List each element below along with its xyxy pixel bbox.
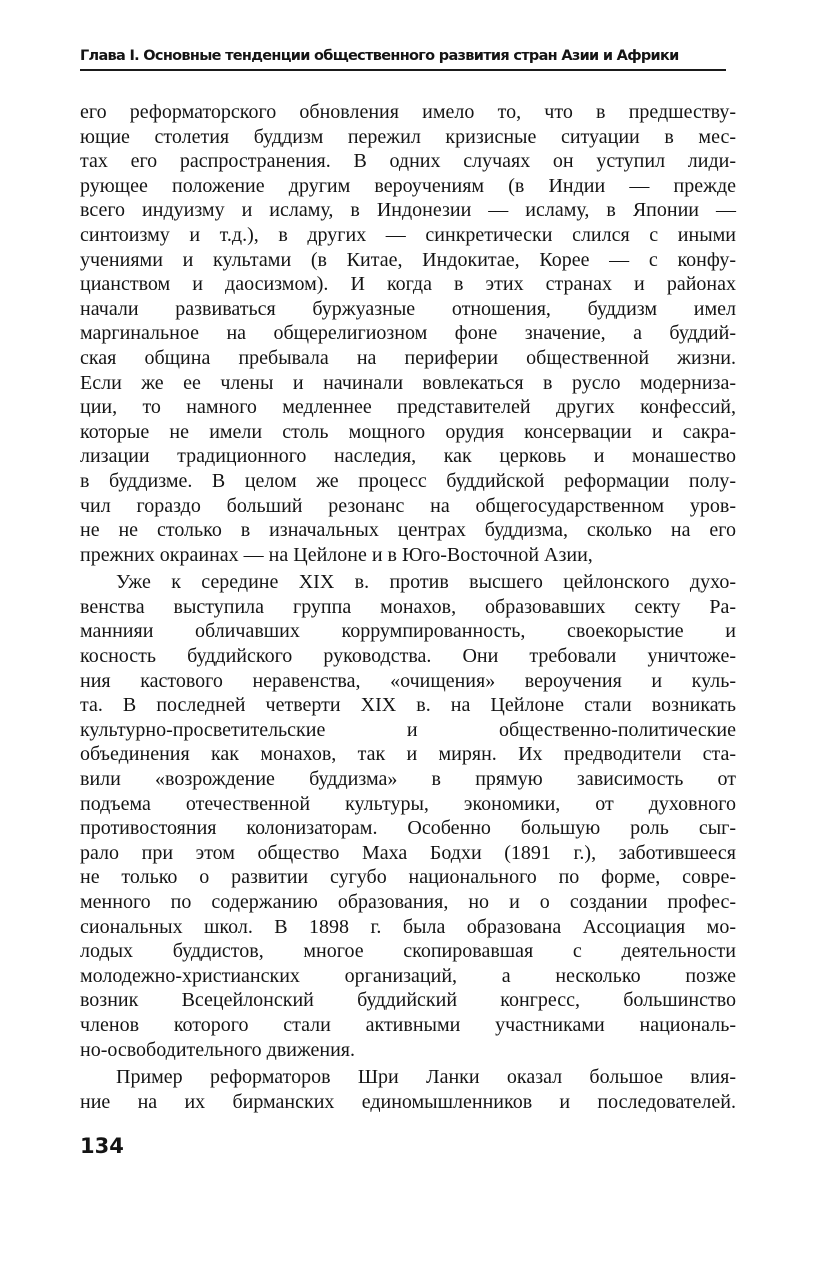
- text-line: подъема отечественной культуры, экономики, от духовного: [80, 792, 736, 815]
- text-line: начали развиваться буржуазные отношения, буддизм имел: [80, 297, 736, 320]
- text-line: менного по содержанию образования, но и о создании профес-: [80, 891, 736, 913]
- text-line: чил гораздо больший резонанс на общегосударственном уров-: [80, 494, 736, 517]
- text-line: лодых буддистов, многое скопировавшая с деятельности: [80, 940, 736, 963]
- text-line: прежних окраинах — на Цейлоне и в Юго-Восточной Азии,: [80, 543, 593, 566]
- text-line: в буддизме. В целом же процесс буддийской реформации полу-: [80, 469, 736, 492]
- text-line: цианством и даосизмом). И когда в этих странах и районах: [80, 273, 736, 296]
- text-line: тах его распространения. В одних случаях он уступил лиди-: [80, 150, 736, 173]
- text-line: но-освободительного движения.: [80, 1038, 356, 1061]
- text-line: та. В последней четверти XIX в. на Цейлоне стали возникать: [80, 694, 736, 717]
- text-line: которые не имели столь мощного орудия консервации и сакра-: [80, 420, 736, 443]
- text-line: синтоизму и т.д.), в других — синкретически слился с иными: [80, 223, 736, 246]
- text-line: лизации традиционного наследия, как церковь и монашество: [80, 445, 736, 468]
- text-line: всего индуизму и исламу, в Индонезии — исламу, в Японии —: [80, 199, 736, 222]
- text-line: учениями и культами (в Китае, Индокитае, Корее — с конфу-: [80, 248, 736, 271]
- text-line: рало при этом общество Маха Бодхи (1891 г.), заботившееся: [80, 841, 736, 864]
- body-text: [80, 100, 736, 1114]
- text-line: Уже к середине XIX в. против высшего цейлонского духо-: [116, 571, 736, 594]
- text-line: ние на их бирманских единомышленников и последователей.: [80, 1090, 736, 1113]
- text-line: возник Всецейлонский буддийский конгресс, большинство: [80, 989, 736, 1012]
- text-line: Если же ее члены и начинали вовлекаться в русло модерниза-: [80, 371, 736, 394]
- paragraph-3: [80, 1065, 736, 1114]
- running-head: Глава I. Основные тенденции общественного развития стран Азии и Африки: [80, 48, 726, 71]
- text-line: маргинальное на общерелигиозном фоне значение, а буддий-: [80, 322, 736, 345]
- text-line: косность буддийского руководства. Они требовали уничтоже-: [80, 645, 736, 668]
- text-line: культурно-просветительские и общественно-политические: [80, 718, 736, 741]
- text-line: не не столько в изначальных центрах буддизма, сколько на его: [80, 519, 736, 542]
- text-line: не только о развитии сугубо национального по форме, совре-: [80, 866, 736, 889]
- text-line: ская община пребывала на периферии общественной жизни.: [80, 346, 736, 369]
- text-line: вили «возрождение буддизма» в прямую зависимость от: [80, 768, 736, 791]
- text-line: его реформаторского обновления имело то, что в предшеству-: [80, 101, 736, 123]
- text-line: противостояния колонизаторам. Особенно большую роль сыг-: [80, 817, 736, 840]
- text-line: ющие столетия буддизм пережил кризисные ситуации в мес-: [80, 125, 736, 148]
- text-line: ния кастового неравенства, «очищения» вероучения и куль-: [80, 669, 736, 692]
- paragraph-2: [80, 570, 736, 1062]
- text-line: рующее положение другим вероучениям (в Индии — прежде: [80, 174, 736, 197]
- text-line: сиональных школ. В 1898 г. была образована Ассоциация мо-: [80, 915, 736, 938]
- text-line: членов которого стали активными участниками националь-: [80, 1013, 736, 1036]
- page-number: 134: [80, 1134, 124, 1158]
- text-line: венства выступила группа монахов, образовавших секту Ра-: [80, 595, 736, 618]
- text-line: Пример реформаторов Шри Ланки оказал большое влия-: [116, 1066, 736, 1089]
- text-line: молодежно-христианских организаций, а несколько позже: [80, 964, 736, 987]
- paragraph-1: [80, 100, 736, 567]
- text-line: ции, то намного медленнее представителей других конфессий,: [80, 396, 736, 419]
- text-line: маннияи обличавших коррумпированность, своекорыстие и: [80, 620, 736, 643]
- text-line: объединения как монахов, так и мирян. Их предводители ста-: [80, 743, 736, 766]
